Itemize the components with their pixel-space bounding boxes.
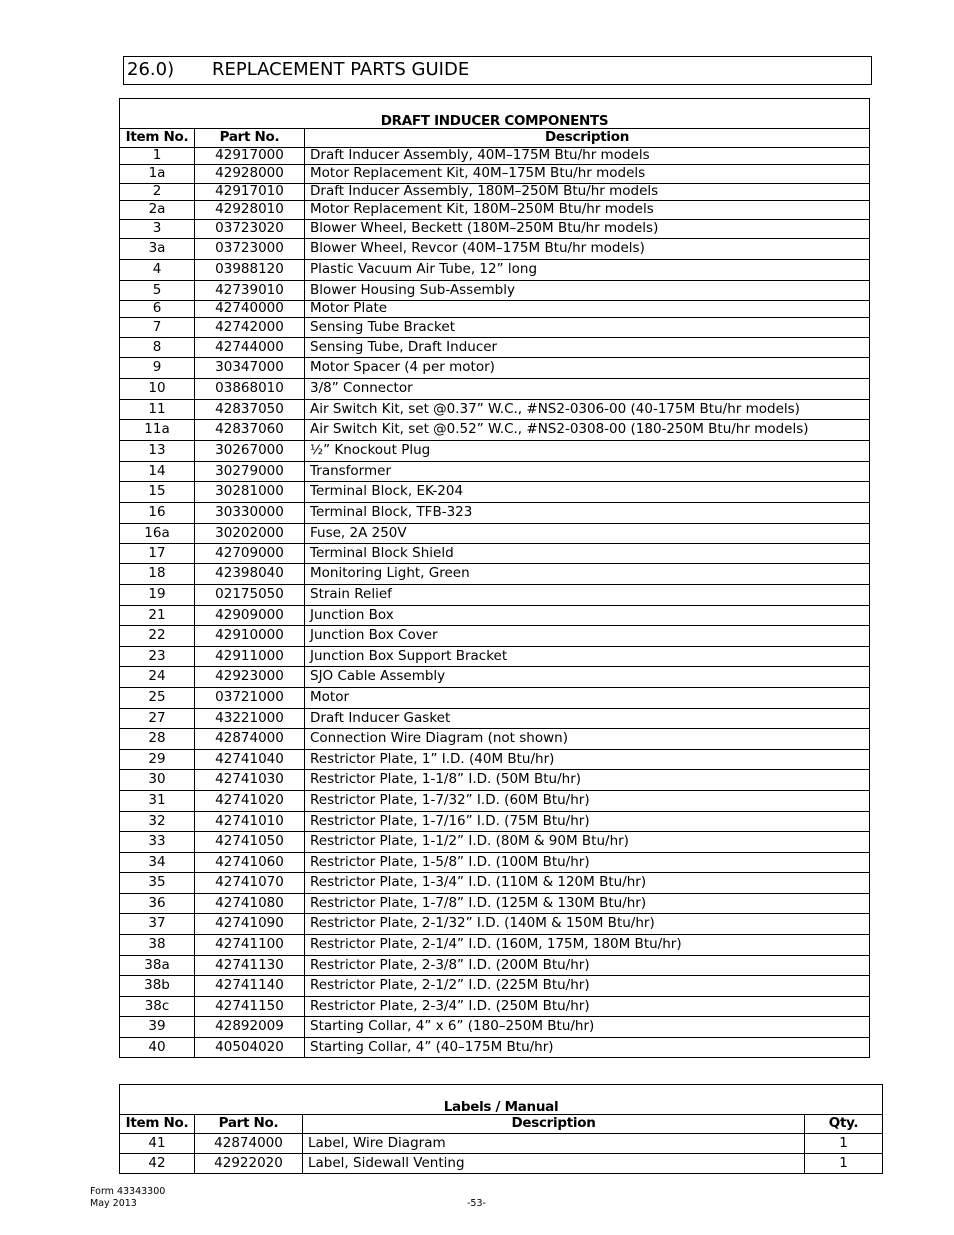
part-number-cell: 42741070	[195, 873, 305, 894]
item-number-cell: 38c	[120, 997, 195, 1017]
description-cell: Junction Box Cover	[305, 626, 870, 647]
part-number-cell: 03723000	[195, 239, 305, 260]
item-number-cell: 38b	[120, 976, 195, 997]
table-row	[120, 281, 870, 301]
table-row	[120, 318, 870, 338]
part-number-cell: 42741130	[195, 956, 305, 976]
part-number-cell: 42911000	[195, 647, 305, 667]
table-row	[120, 1134, 883, 1154]
table-row	[120, 165, 870, 184]
part-number-cell: 02175050	[195, 585, 305, 606]
part-number-cell: 42741050	[195, 832, 305, 853]
table-row	[120, 1017, 870, 1038]
part-number-cell: 30347000	[195, 358, 305, 379]
table-row	[120, 420, 870, 441]
table-row	[120, 770, 870, 791]
quantity-cell: 1	[805, 1154, 883, 1174]
table-row	[120, 400, 870, 420]
item-number-cell: 19	[120, 585, 195, 606]
part-number-cell: 42928010	[195, 201, 305, 220]
header-item-no: Item No.	[120, 129, 195, 148]
table-row	[120, 260, 870, 281]
table-row	[120, 894, 870, 914]
part-number-cell: 42917010	[195, 184, 305, 201]
part-number-cell: 03988120	[195, 260, 305, 281]
item-number-cell: 1a	[120, 165, 195, 184]
part-number-cell: 42923000	[195, 667, 305, 688]
header-part-no: Part No.	[195, 1115, 303, 1134]
description-cell: Sensing Tube Bracket	[305, 318, 870, 338]
table-row	[120, 976, 870, 997]
header-description: Description	[305, 129, 870, 148]
description-cell: 3/8” Connector	[305, 379, 870, 400]
item-number-cell: 3	[120, 220, 195, 239]
item-number-cell: 35	[120, 873, 195, 894]
table-row	[120, 482, 870, 503]
description-cell: ½” Knockout Plug	[305, 441, 870, 462]
item-number-cell: 30	[120, 770, 195, 791]
item-number-cell: 7	[120, 318, 195, 338]
description-cell: Motor	[305, 688, 870, 709]
table-row	[120, 239, 870, 260]
table-row	[120, 544, 870, 564]
footer-form-number: Form 43343300	[90, 1186, 166, 1197]
description-cell: Motor Spacer (4 per motor)	[305, 358, 870, 379]
part-number-cell: 42874000	[195, 1134, 303, 1154]
item-number-cell: 11a	[120, 420, 195, 441]
header-qty: Qty.	[805, 1115, 883, 1134]
item-number-cell: 31	[120, 791, 195, 812]
description-cell: Transformer	[305, 462, 870, 482]
description-cell: Restrictor Plate, 1-7/32” I.D. (60M Btu/hr)	[305, 791, 870, 812]
labels-manual-table	[119, 1084, 883, 1174]
item-number-cell: 2	[120, 184, 195, 201]
part-number-cell: 42741080	[195, 894, 305, 914]
labels-manual-title: Labels / Manual	[120, 1085, 883, 1115]
item-number-cell: 40	[120, 1038, 195, 1058]
part-number-cell: 42892009	[195, 1017, 305, 1038]
table-row	[120, 709, 870, 729]
description-cell: Restrictor Plate, 1-1/8” I.D. (50M Btu/hr)	[305, 770, 870, 791]
header-description: Description	[303, 1115, 805, 1134]
description-cell: Fuse, 2A 250V	[305, 524, 870, 544]
draft-inducer-table	[119, 98, 870, 1058]
table-row	[120, 832, 870, 853]
section-number: 26.0)	[127, 59, 175, 80]
item-number-cell: 13	[120, 441, 195, 462]
part-number-cell: 42837060	[195, 420, 305, 441]
item-number-cell: 24	[120, 667, 195, 688]
footer-page-number: -53-	[467, 1198, 486, 1209]
item-number-cell: 3a	[120, 239, 195, 260]
table-row	[120, 729, 870, 750]
item-number-cell: 37	[120, 914, 195, 935]
item-number-cell: 10	[120, 379, 195, 400]
part-number-cell: 03723020	[195, 220, 305, 239]
part-number-cell: 40504020	[195, 1038, 305, 1058]
description-cell: Junction Box Support Bracket	[305, 647, 870, 667]
table-row	[120, 853, 870, 873]
part-number-cell: 42910000	[195, 626, 305, 647]
item-number-cell: 8	[120, 338, 195, 358]
part-number-cell: 42741100	[195, 935, 305, 956]
part-number-cell: 42874000	[195, 729, 305, 750]
table-row	[120, 220, 870, 239]
description-cell: Blower Housing Sub-Assembly	[305, 281, 870, 301]
item-number-cell: 27	[120, 709, 195, 729]
description-cell: Terminal Block Shield	[305, 544, 870, 564]
table-row	[120, 1154, 883, 1174]
table-row	[120, 1038, 870, 1058]
part-number-cell: 30267000	[195, 441, 305, 462]
quantity-cell: 1	[805, 1134, 883, 1154]
part-number-cell: 42741040	[195, 750, 305, 770]
item-number-cell: 11	[120, 400, 195, 420]
description-cell: Label, Sidewall Venting	[303, 1154, 805, 1174]
item-number-cell: 17	[120, 544, 195, 564]
description-cell: Starting Collar, 4” (40–175M Btu/hr)	[305, 1038, 870, 1058]
table-row	[120, 301, 870, 318]
part-number-cell: 42741090	[195, 914, 305, 935]
description-cell: Restrictor Plate, 2-3/8” I.D. (200M Btu/hr)	[305, 956, 870, 976]
description-cell: Restrictor Plate, 1-3/4” I.D. (110M & 120M Btu/hr)	[305, 873, 870, 894]
description-cell: Blower Wheel, Beckett (180M–250M Btu/hr models)	[305, 220, 870, 239]
table-row	[120, 564, 870, 585]
table-row	[120, 441, 870, 462]
item-number-cell: 39	[120, 1017, 195, 1038]
header-part-no: Part No.	[195, 129, 305, 148]
part-number-cell: 03721000	[195, 688, 305, 709]
item-number-cell: 33	[120, 832, 195, 853]
table-row	[120, 956, 870, 976]
item-number-cell: 2a	[120, 201, 195, 220]
description-cell: Motor Replacement Kit, 180M–250M Btu/hr models	[305, 201, 870, 220]
description-cell: Restrictor Plate, 2-1/4” I.D. (160M, 175M, 180M Btu/hr)	[305, 935, 870, 956]
table-row	[120, 647, 870, 667]
table-row	[120, 935, 870, 956]
item-number-cell: 1	[120, 148, 195, 165]
table-row	[120, 358, 870, 379]
description-cell: Draft Inducer Assembly, 40M–175M Btu/hr models	[305, 148, 870, 165]
description-cell: Label, Wire Diagram	[303, 1134, 805, 1154]
part-number-cell: 42742000	[195, 318, 305, 338]
table-row	[120, 148, 870, 165]
part-number-cell: 42741010	[195, 812, 305, 832]
item-number-cell: 23	[120, 647, 195, 667]
part-number-cell: 42744000	[195, 338, 305, 358]
part-number-cell: 30330000	[195, 503, 305, 524]
item-number-cell: 18	[120, 564, 195, 585]
item-number-cell: 6	[120, 301, 195, 318]
footer-form-info	[90, 1186, 165, 1210]
part-number-cell: 42909000	[195, 606, 305, 626]
header-item-no: Item No.	[120, 1115, 195, 1134]
item-number-cell: 22	[120, 626, 195, 647]
table-row	[120, 626, 870, 647]
description-cell: Draft Inducer Assembly, 180M–250M Btu/hr models	[305, 184, 870, 201]
section-header	[123, 56, 872, 85]
description-cell: Connection Wire Diagram (not shown)	[305, 729, 870, 750]
description-cell: Blower Wheel, Revcor (40M–175M Btu/hr models)	[305, 239, 870, 260]
item-number-cell: 41	[120, 1134, 195, 1154]
item-number-cell: 4	[120, 260, 195, 281]
table-row	[120, 184, 870, 201]
item-number-cell: 5	[120, 281, 195, 301]
part-number-cell: 42741140	[195, 976, 305, 997]
description-cell: Sensing Tube, Draft Inducer	[305, 338, 870, 358]
description-cell: Monitoring Light, Green	[305, 564, 870, 585]
table-row	[120, 914, 870, 935]
part-number-cell: 42740000	[195, 301, 305, 318]
part-number-cell: 42741060	[195, 853, 305, 873]
item-number-cell: 38	[120, 935, 195, 956]
table-row	[120, 606, 870, 626]
item-number-cell: 16	[120, 503, 195, 524]
table-row	[120, 997, 870, 1017]
item-number-cell: 16a	[120, 524, 195, 544]
description-cell: Air Switch Kit, set @0.37” W.C., #NS2-0306-00 (40-175M Btu/hr models)	[305, 400, 870, 420]
item-number-cell: 32	[120, 812, 195, 832]
description-cell: Restrictor Plate, 1-7/16” I.D. (75M Btu/hr)	[305, 812, 870, 832]
description-cell: Restrictor Plate, 1-5/8” I.D. (100M Btu/hr)	[305, 853, 870, 873]
description-cell: Starting Collar, 4” x 6” (180–250M Btu/hr)	[305, 1017, 870, 1038]
table-row	[120, 750, 870, 770]
table-row	[120, 873, 870, 894]
table-row	[120, 503, 870, 524]
part-number-cell: 42739010	[195, 281, 305, 301]
description-cell: Restrictor Plate, 2-1/2” I.D. (225M Btu/hr)	[305, 976, 870, 997]
description-cell: SJO Cable Assembly	[305, 667, 870, 688]
item-number-cell: 14	[120, 462, 195, 482]
part-number-cell: 42837050	[195, 400, 305, 420]
item-number-cell: 29	[120, 750, 195, 770]
part-number-cell: 42741150	[195, 997, 305, 1017]
description-cell: Strain Relief	[305, 585, 870, 606]
part-number-cell: 42917000	[195, 148, 305, 165]
part-number-cell: 03868010	[195, 379, 305, 400]
part-number-cell: 42398040	[195, 564, 305, 585]
item-number-cell: 42	[120, 1154, 195, 1174]
item-number-cell: 9	[120, 358, 195, 379]
part-number-cell: 42922020	[195, 1154, 303, 1174]
table-row	[120, 791, 870, 812]
description-cell: Junction Box	[305, 606, 870, 626]
description-cell: Motor Plate	[305, 301, 870, 318]
part-number-cell: 30279000	[195, 462, 305, 482]
part-number-cell: 42928000	[195, 165, 305, 184]
section-title: REPLACEMENT PARTS GUIDE	[212, 59, 470, 80]
draft-inducer-title: DRAFT INDUCER COMPONENTS	[120, 99, 870, 129]
description-cell: Motor Replacement Kit, 40M–175M Btu/hr models	[305, 165, 870, 184]
table-row	[120, 524, 870, 544]
table-row	[120, 688, 870, 709]
description-cell: Restrictor Plate, 1-1/2” I.D. (80M & 90M Btu/hr)	[305, 832, 870, 853]
description-cell: Plastic Vacuum Air Tube, 12” long	[305, 260, 870, 281]
description-cell: Restrictor Plate, 1-7/8” I.D. (125M & 130M Btu/hr)	[305, 894, 870, 914]
part-number-cell: 30281000	[195, 482, 305, 503]
item-number-cell: 28	[120, 729, 195, 750]
description-cell: Air Switch Kit, set @0.52” W.C., #NS2-0308-00 (180-250M Btu/hr models)	[305, 420, 870, 441]
part-number-cell: 42741020	[195, 791, 305, 812]
part-number-cell: 42741030	[195, 770, 305, 791]
table-row	[120, 667, 870, 688]
table-row	[120, 462, 870, 482]
description-cell: Restrictor Plate, 2-3/4” I.D. (250M Btu/hr)	[305, 997, 870, 1017]
part-number-cell: 30202000	[195, 524, 305, 544]
footer-date: May 2013	[90, 1198, 137, 1209]
item-number-cell: 25	[120, 688, 195, 709]
table-row	[120, 812, 870, 832]
table-row	[120, 201, 870, 220]
table-row	[120, 379, 870, 400]
table-row	[120, 338, 870, 358]
part-number-cell: 43221000	[195, 709, 305, 729]
description-cell: Draft Inducer Gasket	[305, 709, 870, 729]
description-cell: Restrictor Plate, 1” I.D. (40M Btu/hr)	[305, 750, 870, 770]
description-cell: Restrictor Plate, 2-1/32” I.D. (140M & 150M Btu/hr)	[305, 914, 870, 935]
item-number-cell: 38a	[120, 956, 195, 976]
item-number-cell: 34	[120, 853, 195, 873]
table-row	[120, 585, 870, 606]
part-number-cell: 42709000	[195, 544, 305, 564]
description-cell: Terminal Block, TFB-323	[305, 503, 870, 524]
item-number-cell: 21	[120, 606, 195, 626]
item-number-cell: 36	[120, 894, 195, 914]
item-number-cell: 15	[120, 482, 195, 503]
description-cell: Terminal Block, EK-204	[305, 482, 870, 503]
